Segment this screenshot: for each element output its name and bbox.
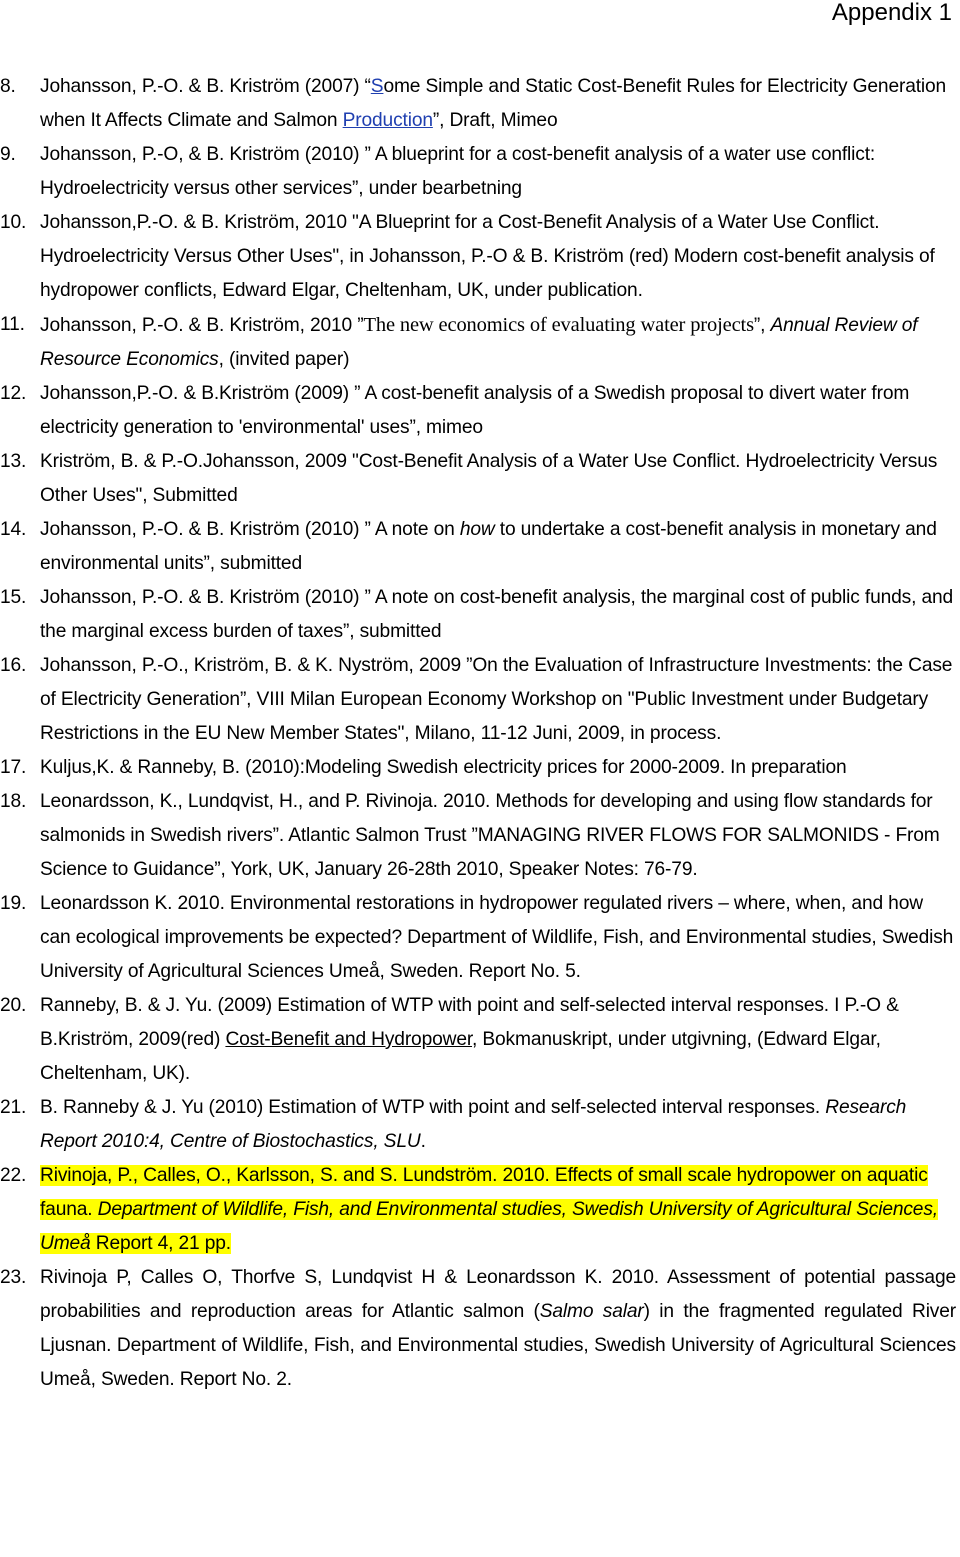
reference-text	[40, 989, 960, 1091]
reference-text-segment: .	[420, 1131, 426, 1152]
reference-item	[0, 887, 960, 989]
reference-text	[40, 1159, 960, 1261]
reference-number: 20.	[0, 995, 27, 1016]
reference-item	[0, 308, 960, 377]
reference-text-segment: ome Simple and Static Cost-Benefit Rules for Electricity Generation when It Affects Climate and Salmon	[40, 76, 947, 131]
reference-item	[0, 138, 960, 206]
reference-text-segment: Johansson, P.-O. & B. Kriström (2007) “	[40, 76, 371, 97]
reference-item	[0, 989, 960, 1091]
reference-text-segment: The new economics of evaluating water projects	[363, 314, 754, 336]
reference-number: 21.	[0, 1097, 27, 1118]
reference-text-segment: ) in the fragmented regulated River Ljusnan. Department of Wildlife, Fish, and Environmental studies, Swedish University of Agricultural Sciences Umeå, Sweden. Report No. 2.	[40, 1301, 957, 1390]
reference-number: 18.	[0, 791, 27, 812]
reference-link[interactable]: S	[370, 76, 384, 97]
reference-text-segment: Johansson, P.-O., Kriström, B. & K. Nyström, 2009 ”On the Evaluation of Infrastructure Investments: the Case of Electricity Generation”, VIII Milan European Economy Workshop on "Public Investment under Budgetary Restrictions in the EU New Member States", Milano, 11-12 Juni, 2009, in process.	[40, 655, 953, 744]
reference-text-segment: to undertake a cost-benefit analysis in monetary and environmental units”, submitted	[40, 519, 937, 574]
reference-text-segment: B. Ranneby & J. Yu (2010) Estimation of WTP with point and self-selected interval responses.	[40, 1097, 826, 1118]
reference-text	[40, 308, 960, 377]
reference-item	[0, 1159, 960, 1261]
reference-item	[0, 206, 960, 308]
reference-text-segment: Rivinoja, P., Calles, O., Karlsson, S. and S. Lundström. 2010. Effects of small scale hydropower on aquatic fauna.	[40, 1165, 928, 1220]
reference-item	[0, 581, 960, 649]
reference-item	[0, 377, 960, 445]
reference-text-segment: Kuljus,K. & Ranneby, B. (2010):Modeling Swedish electricity prices for 2000-2009. In preparation	[40, 757, 847, 778]
reference-text-segment: Cost-Benefit and Hydropower	[225, 1029, 473, 1050]
reference-text-segment: Johansson, P.-O. & B. Kriström (2010) ” A note on	[40, 519, 460, 540]
reference-text	[40, 1091, 960, 1159]
reference-text	[40, 206, 960, 308]
reference-text-segment: Salmo salar	[539, 1301, 644, 1322]
reference-text	[40, 649, 960, 751]
reference-text-segment: Leonardsson, K., Lundqvist, H., and P. Rivinoja. 2010. Methods for developing and using flow standards for salmonids in Swedish rivers”. Atlantic Salmon Trust ”MANAGING RIVER FLOWS FOR SALMONIDS - From Science to Guidance”, York, UK, January 26-28th 2010, Speaker Notes: 76-79.	[40, 791, 940, 880]
reference-text	[40, 445, 960, 513]
page-header	[832, 0, 952, 26]
reference-item	[0, 751, 960, 785]
reference-text	[40, 70, 960, 138]
reference-text-segment: , Bokmanuskript, under utgivning, (Edward Elgar, Cheltenham, UK).	[40, 1029, 881, 1084]
reference-number: 10.	[0, 212, 27, 233]
reference-text-segment: Johansson,P.-O. & B. Kriström, 2010 "A Blueprint for a Cost-Benefit Analysis of a Water Use Conflict. Hydroelectricity Versus Other Uses", in Johansson, P.-O & B. Kriström (red) Modern cost-benefit analysis of hydropower conflicts, Edward Elgar, Cheltenham, UK, under publication.	[40, 212, 935, 301]
appendix-title: Appendix 1	[831, 0, 952, 26]
reference-number: 14.	[0, 519, 27, 540]
reference-number: 15.	[0, 587, 27, 608]
reference-text-segment: Leonardsson K. 2010. Environmental restorations in hydropower regulated rivers – where, when, and how can ecological improvements be expected? Department of Wildlife, Fish, and Environmental studies, Swedish University of Agricultural Sciences Umeå, Sweden. Report No. 5.	[40, 893, 954, 982]
reference-text-segment: Johansson, P.-O. & B. Kriström (2010) ” A note on cost-benefit analysis, the marginal cost of public funds, and the marginal excess burden of taxes”, submitted	[40, 587, 954, 642]
reference-item	[0, 649, 960, 751]
reference-number: 13.	[0, 451, 27, 472]
reference-item	[0, 1261, 960, 1397]
reference-number: 12.	[0, 383, 27, 404]
reference-item	[0, 1091, 960, 1159]
reference-link[interactable]: Production	[342, 110, 433, 131]
reference-text	[40, 887, 960, 989]
reference-number: 17.	[0, 757, 27, 778]
reference-text-segment: Research Report 2010:4, Centre of Biostochastics, SLU	[40, 1097, 907, 1152]
reference-text-segment: how	[459, 519, 495, 540]
reference-text-segment: Department of Wildlife, Fish, and Environmental studies, Swedish University of Agricultural Sciences, Umeå	[40, 1199, 938, 1254]
reference-number: 11.	[0, 314, 25, 335]
reference-text	[40, 513, 960, 581]
reference-text-segment: ”, Draft, Mimeo	[432, 110, 558, 131]
reference-number: 23.	[0, 1267, 27, 1288]
reference-text-segment: Johansson, P.-O. & B. Kriström, 2010 ”	[40, 315, 364, 336]
reference-number: 9.	[0, 144, 16, 165]
reference-text-segment: ”,	[753, 315, 771, 336]
reference-text	[40, 581, 960, 649]
reference-item	[0, 70, 960, 138]
reference-number: 19.	[0, 893, 27, 914]
reference-number: 16.	[0, 655, 27, 676]
reference-text	[40, 751, 960, 785]
reference-text	[40, 785, 960, 887]
reference-item	[0, 445, 960, 513]
reference-list	[0, 70, 960, 1397]
reference-number: 8.	[0, 76, 16, 97]
reference-number: 22.	[0, 1165, 27, 1186]
reference-text-segment: , (invited paper)	[218, 349, 350, 370]
reference-text-segment: Rivinoja P, Calles O, Thorfve S, Lundqvist H & Leonardsson K. 2010. Assessment of potential passage probabilities and reproduction areas for Atlantic salmon (	[40, 1267, 956, 1322]
reference-item	[0, 513, 960, 581]
reference-item	[0, 785, 960, 887]
reference-text-segment: Report 4, 21 pp.	[90, 1233, 231, 1254]
reference-text-segment: Johansson,P.-O. & B.Kriström (2009) ” A cost-benefit analysis of a Swedish proposal to divert water from electricity generation to 'environmental' uses”, mimeo	[40, 383, 910, 438]
reference-text	[40, 377, 960, 445]
reference-text-segment: Annual Review of Resource Economics	[40, 315, 918, 370]
reference-text	[40, 138, 960, 206]
reference-text	[40, 1261, 960, 1397]
reference-text-segment: Ranneby, B. & J. Yu. (2009) Estimation of WTP with point and self-selected interval responses. I P.-O & B.Kriström, 2009(red)	[40, 995, 899, 1050]
reference-text-segment: Kriström, B. & P.-O.Johansson, 2009 "Cost-Benefit Analysis of a Water Use Conflict. Hydroelectricity Versus Other Uses", Submitted	[40, 451, 938, 506]
reference-text-segment: Johansson, P.-O, & B. Kriström (2010) ” A blueprint for a cost-benefit analysis of a water use conflict: Hydroelectricity versus other services”, under bearbetning	[40, 144, 876, 199]
